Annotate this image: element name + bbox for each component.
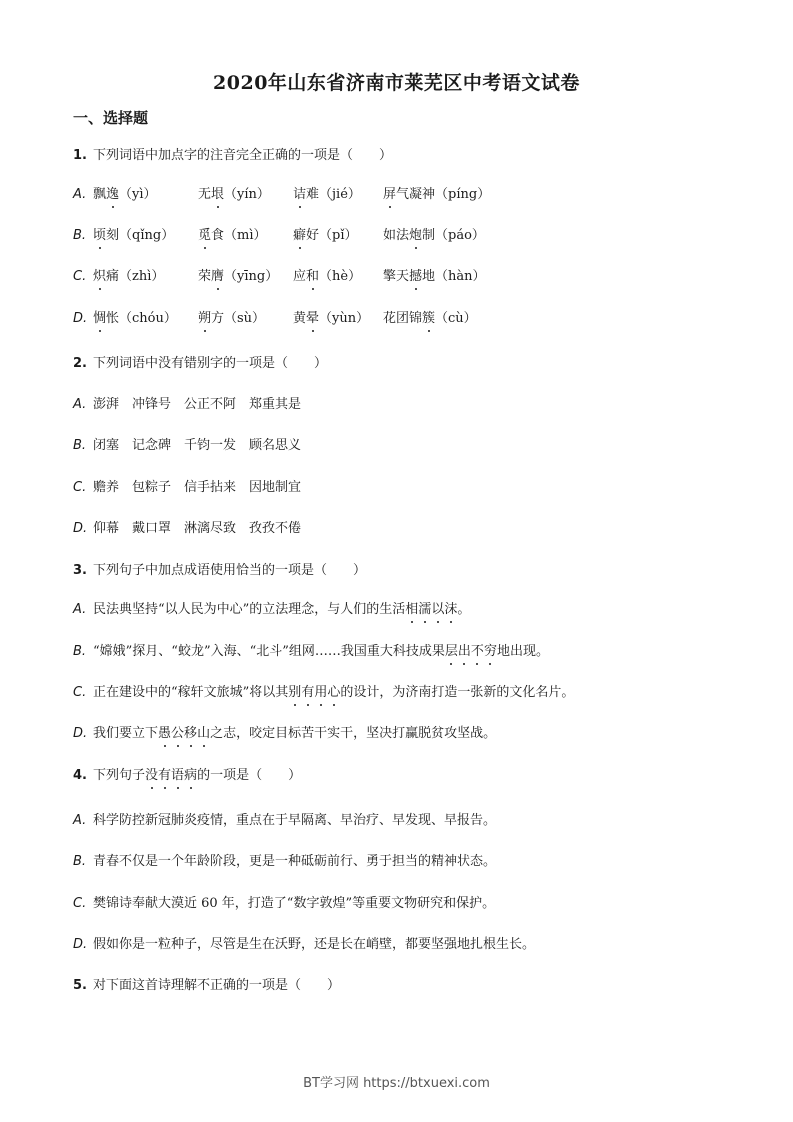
option-text: 我们要立下愚公移山之志，咬定目标苦干实干，坚决打赢脱贫攻坚战。 xyxy=(93,726,497,741)
question-number: 1. xyxy=(73,148,87,163)
question-4-option-b: B. 青春不仅是一个年龄阶段，更是一种砥砺前行、勇于担当的精神状态。 xyxy=(73,854,497,869)
emphasis-char: 相 xyxy=(405,602,419,617)
emphasis-char: 晕 xyxy=(306,311,320,326)
emphasis-char: 觅 xyxy=(198,228,212,243)
word-item: 惆怅（chóu） xyxy=(93,311,177,326)
question-3-option-d xyxy=(73,725,496,743)
emphasis-char: 愚 xyxy=(158,726,172,741)
emphasis-text xyxy=(145,768,197,783)
page-title: 2020年山东省济南市莱芜区中考语文试卷 xyxy=(213,72,580,94)
option-label: B. xyxy=(73,854,87,869)
option-label: A. xyxy=(73,187,87,202)
option-label: C. xyxy=(73,896,87,911)
question-1-option-a xyxy=(73,186,653,204)
emphasis-char: 惆 xyxy=(93,311,107,326)
question-number: 3. xyxy=(73,563,87,578)
word-item: 屏气凝神（píng） xyxy=(383,187,491,202)
question-2-option-b: B. 闭塞 记念碑 千钧一发 顾名思义 xyxy=(73,438,302,453)
option-label: D. xyxy=(73,726,88,741)
question-2-option-c: C. 赡养 包粽子 信手拈来 因地制宜 xyxy=(73,480,302,495)
question-number: 2. xyxy=(73,356,87,371)
question-3-option-c xyxy=(73,684,574,702)
question-3-stem: 3. 下列句子中加点成语使用恰当的一项是（ ） xyxy=(73,563,367,578)
option-label: C. xyxy=(73,269,87,284)
emphasis-char: 公 xyxy=(171,726,185,741)
emphasis-char: 顷 xyxy=(93,228,107,243)
emphasis-char: 垠 xyxy=(211,187,225,202)
word-item: 黄晕（yùn） xyxy=(293,311,370,326)
question-2-option-d: D. 仰幕 戴口罩 淋漓尽致 孜孜不倦 xyxy=(73,521,302,536)
word-item: 飘逸（yì） xyxy=(93,187,157,202)
emphasis-char: 有 xyxy=(158,768,172,783)
question-1-option-d xyxy=(73,310,653,328)
word-item: 炽痛（zhì） xyxy=(93,269,165,284)
footer-watermark: BT学习网 https://btxuexi.com xyxy=(303,1076,490,1091)
question-2-stem: 2. 下列词语中没有错别字的一项是（ ） xyxy=(73,356,328,371)
emphasis-char: 用 xyxy=(314,685,328,700)
question-4-option-d: D. 假如你是一粒种子，尽管是生在沃野，还是长在峭壁，都要坚强地扎根生长。 xyxy=(73,937,536,952)
emphasis-char: 簇 xyxy=(422,311,436,326)
emphasis-char: 沫 xyxy=(444,602,458,617)
option-text: 民法典坚持“以人民为中心”的立法理念，与人们的生活相濡以沫。 xyxy=(93,602,471,617)
section-heading: 一、选择题 xyxy=(73,109,149,127)
emphasis-char: 诘 xyxy=(293,187,307,202)
emphasis-char: 心 xyxy=(327,685,341,700)
question-2-option-a: A. 澎湃 冲锋号 公正不阿 郑重其是 xyxy=(73,397,302,412)
emphasis-char: 语 xyxy=(171,768,185,783)
emphasis-char: 别 xyxy=(288,685,302,700)
emphasis-char: 撼 xyxy=(409,269,423,284)
emphasis-char: 病 xyxy=(184,768,198,783)
question-1-option-b xyxy=(73,227,653,245)
option-text: “嫦娥”探月、“蛟龙”入海、“北斗”组网……我国重大科技成果层出不穷地出现。 xyxy=(93,644,549,659)
option-label: A. xyxy=(73,397,87,412)
word-item: 觅食（mì） xyxy=(198,228,267,243)
emphasis-char: 癖 xyxy=(293,228,307,243)
emphasis-char: 逸 xyxy=(106,187,120,202)
emphasis-char: 炽 xyxy=(93,269,107,284)
word-item: 擎天撼地（hàn） xyxy=(383,269,486,284)
emphasis-char: 层 xyxy=(444,644,458,659)
emphasis-char: 出 xyxy=(457,644,471,659)
word-item: 荣膺（yīng） xyxy=(198,269,279,284)
option-items xyxy=(93,227,653,245)
emphasis-char: 移 xyxy=(184,726,198,741)
option-items xyxy=(93,186,653,204)
question-3-option-a xyxy=(73,601,470,619)
question-4-stem: 4. 下列句子没有语病的一项是（ ） xyxy=(73,768,302,783)
option-label: D. xyxy=(73,521,88,536)
option-label: A. xyxy=(73,813,87,828)
option-items xyxy=(93,310,653,328)
option-label: D. xyxy=(73,311,88,326)
word-item: 顷刻（qǐng） xyxy=(93,228,175,243)
option-items xyxy=(93,268,653,286)
question-4-option-c: C. 樊锦诗奉献大漠近 60 年，打造了“数字敦煌”等重要文物研究和保护。 xyxy=(73,896,496,911)
emphasis-char: 以 xyxy=(431,602,445,617)
emphasis-char: 和 xyxy=(306,269,320,284)
emphasis-char: 山 xyxy=(197,726,211,741)
word-item: 无垠（yín） xyxy=(198,187,270,202)
word-item: 诘难（jié） xyxy=(293,187,361,202)
option-label: D. xyxy=(73,937,88,952)
emphasis-char: 濡 xyxy=(418,602,432,617)
word-item: 朔方（sù） xyxy=(198,311,266,326)
word-item: 应和（hè） xyxy=(293,269,362,284)
option-label: C. xyxy=(73,480,87,495)
option-label: B. xyxy=(73,644,87,659)
question-4-option-a: A. 科学防控新冠肺炎疫情，重点在于早隔离、早治疗、早发现、早报告。 xyxy=(73,813,497,828)
word-item: 花团锦簇（cù） xyxy=(383,311,477,326)
emphasis-char: 屏 xyxy=(383,187,397,202)
question-number: 5. xyxy=(73,978,87,993)
question-3-option-b xyxy=(73,643,549,661)
emphasis-char: 炮 xyxy=(409,228,423,243)
question-number: 4. xyxy=(73,768,87,783)
option-text: 正在建设中的“稼轩文旅城”将以其别有用心的设计，为济南打造一张新的文化名片。 xyxy=(93,685,575,700)
option-label: B. xyxy=(73,228,87,243)
option-label: B. xyxy=(73,438,87,453)
emphasis-char: 穷 xyxy=(483,644,497,659)
question-1-stem: 1. 下列词语中加点字的注音完全正确的一项是（ ） xyxy=(73,148,393,163)
question-1-option-c xyxy=(73,268,653,286)
option-label: A. xyxy=(73,602,87,617)
word-item: 如法炮制（páo） xyxy=(383,228,485,243)
emphasis-char: 朔 xyxy=(198,311,212,326)
question-5-stem: 5. 对下面这首诗理解不正确的一项是（ ） xyxy=(73,978,341,993)
option-label: C. xyxy=(73,685,87,700)
emphasis-char: 没 xyxy=(145,768,159,783)
emphasis-char: 膺 xyxy=(211,269,225,284)
emphasis-char: 有 xyxy=(301,685,315,700)
word-item: 癖好（pǐ） xyxy=(293,228,358,243)
emphasis-char: 不 xyxy=(470,644,484,659)
